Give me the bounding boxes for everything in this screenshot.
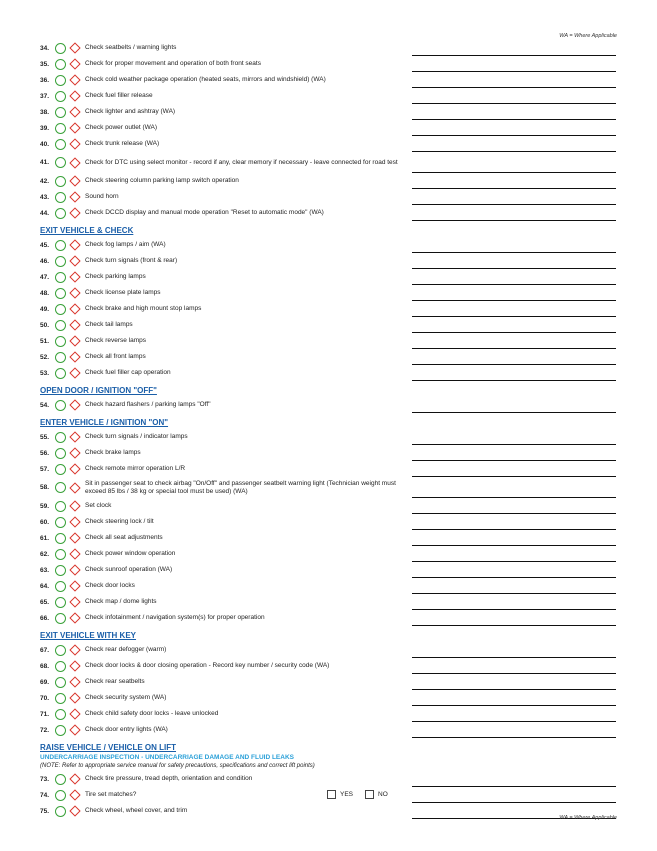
item-text: Check remote mirror operation L/R (85, 465, 186, 473)
fail-diamond-icon[interactable] (69, 207, 81, 219)
checklist-item-45 (40, 237, 620, 253)
pass-circle-icon[interactable] (55, 352, 66, 363)
checklist-item-34 (40, 40, 620, 56)
checklist (40, 40, 620, 819)
checklist-item-48 (40, 285, 620, 301)
checklist-item-72 (40, 722, 620, 738)
item-number: 62. (40, 550, 50, 558)
fail-diamond-icon[interactable] (69, 335, 81, 347)
item-number: 47. (40, 273, 50, 281)
checklist-item-54 (40, 397, 620, 413)
fail-diamond-icon[interactable] (69, 644, 81, 656)
fail-diamond-icon[interactable] (69, 122, 81, 134)
checklist-item-56 (40, 445, 620, 461)
checklist-item-67 (40, 642, 620, 658)
item-number: 54. (40, 401, 50, 409)
item-text: Check brake and high mount stop lamps (85, 305, 202, 313)
item-number: 58. (40, 484, 50, 491)
checklist-item-69 (40, 674, 620, 690)
fail-diamond-icon[interactable] (69, 287, 81, 299)
pass-circle-icon[interactable] (55, 565, 66, 576)
checklist-item-66 (40, 610, 620, 626)
pass-circle-icon[interactable] (55, 272, 66, 283)
item-number: 34. (40, 44, 50, 52)
notes-line[interactable] (412, 380, 616, 381)
item-text: Tire set matches? (85, 791, 137, 799)
item-text: Check power outlet (WA) (85, 124, 158, 132)
checklist-item-73 (40, 771, 620, 787)
section-heading: RAISE VEHICLE / VEHICLE ON LIFT (40, 743, 177, 752)
pass-circle-icon[interactable] (55, 774, 66, 785)
fail-diamond-icon[interactable] (69, 564, 81, 576)
item-number: 42. (40, 177, 50, 185)
checklist-item-46 (40, 253, 620, 269)
item-text: Check turn signals / indicator lamps (85, 433, 188, 441)
pass-circle-icon[interactable] (55, 208, 66, 219)
pass-circle-icon[interactable] (55, 176, 66, 187)
item-text: Check all front lamps (85, 353, 146, 361)
item-text: Check all seat adjustments (85, 534, 163, 542)
item-number: 56. (40, 449, 50, 457)
wa-legend-bottom: WA = Where Applicable (559, 815, 617, 821)
item-text: Set clock (85, 502, 112, 510)
checklist-item-36 (40, 72, 620, 88)
pass-circle-icon[interactable] (55, 581, 66, 592)
pass-circle-icon[interactable] (55, 806, 66, 817)
checklist-item-51 (40, 333, 620, 349)
fail-diamond-icon[interactable] (69, 482, 81, 494)
checklist-item-64 (40, 578, 620, 594)
checklist-item-57 (40, 461, 620, 477)
item-text: Check door entry lights (WA) (85, 726, 168, 734)
item-text: Check security system (WA) (85, 694, 167, 702)
section-subheading: UNDERCARRIAGE INSPECTION - UNDERCARRIAGE DAMAGE AND FLUID LEAKS (40, 754, 294, 761)
item-number: 35. (40, 60, 50, 68)
fail-diamond-icon[interactable] (69, 303, 81, 315)
fail-diamond-icon[interactable] (69, 708, 81, 720)
fail-diamond-icon[interactable] (69, 676, 81, 688)
fail-diamond-icon[interactable] (69, 175, 81, 187)
item-text: Check reverse lamps (85, 337, 147, 345)
pass-circle-icon[interactable] (55, 597, 66, 608)
checklist-item-74 (40, 787, 620, 803)
checklist-item-49 (40, 301, 620, 317)
pass-circle-icon[interactable] (55, 501, 66, 512)
pass-circle-icon[interactable] (55, 368, 66, 379)
pass-circle-icon[interactable] (55, 482, 66, 493)
fail-diamond-icon[interactable] (69, 74, 81, 86)
no-checkbox[interactable] (365, 790, 374, 799)
fail-diamond-icon[interactable] (69, 138, 81, 150)
item-number: 46. (40, 257, 50, 265)
item-text: Check license plate lamps (85, 289, 161, 297)
fail-diamond-icon[interactable] (69, 106, 81, 118)
item-number: 59. (40, 502, 50, 510)
fail-diamond-icon[interactable] (69, 271, 81, 283)
fail-diamond-icon[interactable] (69, 157, 81, 169)
item-text: Check hazard flashers / parking lamps "Off" (85, 401, 211, 409)
checklist-item-38 (40, 104, 620, 120)
pass-circle-icon[interactable] (55, 75, 66, 86)
fail-diamond-icon[interactable] (69, 447, 81, 459)
item-text: Check tail lamps (85, 321, 133, 329)
checklist-item-59 (40, 498, 620, 514)
item-text: Check tire pressure, tread depth, orientation and condition (85, 775, 253, 783)
item-number: 48. (40, 289, 50, 297)
item-text: Check for DTC using select monitor - record if any, clear memory if necessary - leave connected for road test (85, 158, 398, 166)
pass-circle-icon[interactable] (55, 613, 66, 624)
item-text: Check turn signals (front & rear) (85, 257, 178, 265)
pass-circle-icon[interactable] (55, 693, 66, 704)
item-text: Check rear seatbelts (85, 678, 145, 686)
checklist-item-37 (40, 88, 620, 104)
item-number: 63. (40, 566, 50, 574)
pass-circle-icon[interactable] (55, 549, 66, 560)
item-number: 40. (40, 140, 50, 148)
fail-diamond-icon[interactable] (69, 692, 81, 704)
checklist-item-70 (40, 690, 620, 706)
checklist-item-63 (40, 562, 620, 578)
item-text: Sound horn (85, 193, 119, 201)
section-raise-vehicle (40, 742, 620, 819)
item-number: 74. (40, 791, 50, 799)
item-text: Check steering lock / tilt (85, 518, 154, 526)
fail-diamond-icon[interactable] (69, 789, 81, 801)
pass-circle-icon[interactable] (55, 256, 66, 267)
checklist-item-58 (40, 477, 620, 498)
item-number: 57. (40, 465, 50, 473)
pass-circle-icon[interactable] (55, 240, 66, 251)
checklist-item-42 (40, 173, 620, 189)
pass-circle-icon[interactable] (55, 157, 66, 168)
item-text: Check cold weather package operation (heated seats, mirrors and windshield) (WA) (85, 76, 326, 84)
item-number: 68. (40, 662, 50, 670)
pass-circle-icon[interactable] (55, 645, 66, 656)
item-number: 66. (40, 614, 50, 622)
checklist-item-43 (40, 189, 620, 205)
fail-diamond-icon[interactable] (69, 612, 81, 624)
item-number: 60. (40, 518, 50, 526)
item-number: 69. (40, 678, 50, 686)
pass-circle-icon[interactable] (55, 123, 66, 134)
tire-match-options (327, 790, 400, 799)
yes-checkbox[interactable] (327, 790, 336, 799)
checklist-item-52 (40, 349, 620, 365)
notes-line[interactable] (412, 412, 616, 413)
item-number: 65. (40, 598, 50, 606)
section-continued (40, 40, 620, 221)
pass-circle-icon[interactable] (55, 320, 66, 331)
fail-diamond-icon[interactable] (69, 191, 81, 203)
item-text: Check sunroof operation (WA) (85, 566, 173, 574)
no-label: NO (378, 791, 388, 798)
item-number: 37. (40, 92, 50, 100)
item-number: 75. (40, 807, 50, 815)
fail-diamond-icon[interactable] (69, 805, 81, 817)
fail-diamond-icon[interactable] (69, 431, 81, 443)
pass-circle-icon[interactable] (55, 709, 66, 720)
checklist-item-75 (40, 803, 620, 819)
section-note: (NOTE: Refer to appropriate service manual for safety precautions, specifications and correct lift points) (40, 763, 315, 769)
section-open-door-ignition-off (40, 385, 620, 413)
fail-diamond-icon[interactable] (69, 351, 81, 363)
checklist-item-35 (40, 56, 620, 72)
fail-diamond-icon[interactable] (69, 463, 81, 475)
pass-circle-icon[interactable] (55, 464, 66, 475)
checklist-item-47 (40, 269, 620, 285)
item-number: 61. (40, 534, 50, 542)
fail-diamond-icon[interactable] (69, 319, 81, 331)
section-exit-vehicle-with-key (40, 630, 620, 738)
item-number: 52. (40, 353, 50, 361)
item-number: 51. (40, 337, 50, 345)
checklist-item-60 (40, 514, 620, 530)
checklist-item-44 (40, 205, 620, 221)
notes-line[interactable] (412, 220, 616, 221)
item-number: 70. (40, 694, 50, 702)
item-number: 41. (40, 159, 50, 166)
item-number: 44. (40, 209, 50, 217)
checklist-item-68 (40, 658, 620, 674)
fail-diamond-icon[interactable] (69, 660, 81, 672)
pass-circle-icon[interactable] (55, 288, 66, 299)
fail-diamond-icon[interactable] (69, 516, 81, 528)
pass-circle-icon[interactable] (55, 677, 66, 688)
pass-circle-icon[interactable] (55, 139, 66, 150)
notes-line[interactable] (412, 625, 616, 626)
fail-diamond-icon[interactable] (69, 724, 81, 736)
checklist-item-39 (40, 120, 620, 136)
pass-circle-icon[interactable] (55, 400, 66, 411)
item-text: Check for proper movement and operation of both front seats (85, 60, 261, 68)
item-text: Check fog lamps / aim (WA) (85, 241, 166, 249)
checklist-item-50 (40, 317, 620, 333)
section-heading: OPEN DOOR / IGNITION "OFF" (40, 386, 157, 395)
fail-diamond-icon[interactable] (69, 90, 81, 102)
item-text: Check brake lamps (85, 449, 141, 457)
item-number: 71. (40, 710, 50, 718)
checklist-item-53 (40, 365, 620, 381)
fail-diamond-icon[interactable] (69, 42, 81, 54)
item-text: Check lighter and ashtray (WA) (85, 108, 176, 116)
item-number: 72. (40, 726, 50, 734)
item-number: 55. (40, 433, 50, 441)
item-text: Check infotainment / navigation system(s) for proper operation (85, 614, 265, 622)
checklist-item-61 (40, 530, 620, 546)
pass-circle-icon[interactable] (55, 725, 66, 736)
item-number: 49. (40, 305, 50, 313)
pass-circle-icon[interactable] (55, 790, 66, 801)
item-text: Check map / dome lights (85, 598, 157, 606)
section-exit-vehicle-check (40, 225, 620, 381)
pass-circle-icon[interactable] (55, 43, 66, 54)
checklist-item-41 (40, 152, 620, 173)
wa-legend-top: WA = Where Applicable (559, 33, 617, 39)
item-text: Check trunk release (WA) (85, 140, 160, 148)
fail-diamond-icon[interactable] (69, 399, 81, 411)
section-heading: EXIT VEHICLE WITH KEY (40, 631, 137, 640)
fail-diamond-icon[interactable] (69, 580, 81, 592)
fail-diamond-icon[interactable] (69, 596, 81, 608)
checklist-item-71 (40, 706, 620, 722)
pass-circle-icon[interactable] (55, 661, 66, 672)
section-heading: EXIT VEHICLE & CHECK (40, 226, 134, 235)
pass-circle-icon[interactable] (55, 107, 66, 118)
pass-circle-icon[interactable] (55, 517, 66, 528)
pass-circle-icon[interactable] (55, 304, 66, 315)
item-number: 39. (40, 124, 50, 132)
fail-diamond-icon[interactable] (69, 773, 81, 785)
item-text: Check steering column parking lamp switch operation (85, 177, 239, 185)
pass-circle-icon[interactable] (55, 192, 66, 203)
item-number: 67. (40, 646, 50, 654)
fail-diamond-icon[interactable] (69, 58, 81, 70)
item-text: Check DCCD display and manual mode operation "Reset to automatic mode" (WA) (85, 209, 324, 217)
fail-diamond-icon[interactable] (69, 532, 81, 544)
item-text: Check child safety door locks - leave unlocked (85, 710, 219, 718)
item-number: 50. (40, 321, 50, 329)
item-number: 64. (40, 582, 50, 590)
pass-circle-icon[interactable] (55, 336, 66, 347)
item-text: Check seatbelts / warning lights (85, 44, 177, 52)
fail-diamond-icon[interactable] (69, 367, 81, 379)
item-number: 36. (40, 76, 50, 84)
item-number: 45. (40, 241, 50, 249)
checklist-item-55 (40, 429, 620, 445)
notes-line[interactable] (412, 737, 616, 738)
pass-circle-icon[interactable] (55, 432, 66, 443)
item-number: 73. (40, 775, 50, 783)
checklist-item-40 (40, 136, 620, 152)
fail-diamond-icon[interactable] (69, 255, 81, 267)
item-text: Check rear defogger (warm) (85, 646, 167, 654)
item-text: Check parking lamps (85, 273, 146, 281)
fail-diamond-icon[interactable] (69, 239, 81, 251)
section-heading: ENTER VEHICLE / IGNITION "ON" (40, 418, 169, 427)
item-number: 53. (40, 369, 50, 377)
item-number: 43. (40, 193, 50, 201)
fail-diamond-icon[interactable] (69, 548, 81, 560)
pass-circle-icon[interactable] (55, 448, 66, 459)
pass-circle-icon[interactable] (55, 59, 66, 70)
section-enter-vehicle-ignition-on (40, 417, 620, 626)
item-text: Sit in passenger seat to check airbag "On/Off" and passenger seatbelt warning light (Technician weight must exceed 85 lbs / 38 kg or special tool must be used) (WA) (85, 480, 396, 495)
checklist-item-65 (40, 594, 620, 610)
yes-label: YES (340, 791, 354, 798)
item-text: Check door locks (85, 582, 135, 590)
pass-circle-icon[interactable] (55, 91, 66, 102)
checklist-item-62 (40, 546, 620, 562)
item-text: Check power window operation (85, 550, 176, 558)
fail-diamond-icon[interactable] (69, 500, 81, 512)
item-number: 38. (40, 108, 50, 116)
item-text: Check fuel filler release (85, 92, 153, 100)
item-text: Check fuel filler cap operation (85, 369, 171, 377)
item-text: Check wheel, wheel cover, and trim (85, 807, 188, 815)
pass-circle-icon[interactable] (55, 533, 66, 544)
item-text: Check door locks & door closing operation - Record key number / security code (WA) (85, 662, 330, 670)
